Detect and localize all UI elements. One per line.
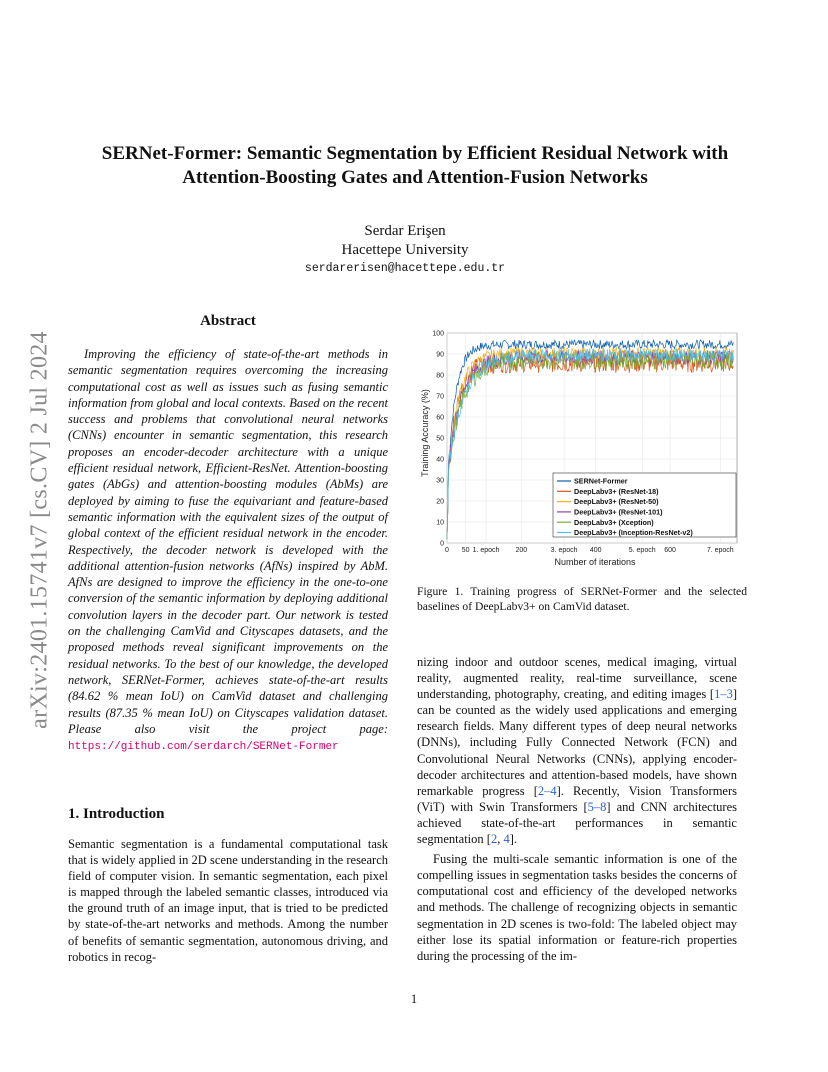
text-run: ]. Recently, Vision Transformers (ViT) with Swin Transformers [ <box>417 783 738 814</box>
figure-1 <box>417 325 747 570</box>
text-run: ] can be counted as the widely used applications and emerging research fields. Many different types of deep neural networks (DNNs), including Fully Connected Network (FCN) and Convolutional Neural Networks (CNNs), applying encoder-decoder architectures and attention-based models, have shown remarkable progress [ <box>417 687 737 798</box>
text-run: ]. <box>509 832 517 847</box>
y-tick-label: 40 <box>436 456 444 464</box>
citation-link[interactable]: 2 <box>490 832 498 847</box>
legend-label: DeepLabv3+ (ResNet-50) <box>574 497 659 507</box>
right-column-text <box>417 654 737 964</box>
x-tick-label: 200 <box>515 547 528 554</box>
paper-title <box>60 142 770 190</box>
project-link[interactable]: https://github.com/serdarch/SERNet-Former <box>68 741 339 754</box>
author-name: Serdar Erişen <box>364 223 446 239</box>
author-email[interactable]: serdarerisen@hacettepe.edu.tr <box>304 262 506 275</box>
legend-label: DeepLabv3+ (ResNet-18) <box>574 486 659 496</box>
figure-caption: Figure 1. Training progress of SERNet-Former and the selected baselines of DeepLabv3+ on CamVid dataset. <box>417 585 747 613</box>
x-tick-label: 400 <box>589 547 602 554</box>
x-tick-label: 600 <box>664 547 676 554</box>
text-run: ] and CNN architectures achieved state-of-the-art performances in semantic segmentation [ <box>417 799 737 847</box>
x-tick-label: 1. epoch <box>472 547 500 554</box>
legend-label: DeepLabv3+ (Xception) <box>574 517 654 527</box>
abstract-body: Improving the efficiency of state-of-the-art methods in semantic segmentation requires overcoming the increasing computational cost as well as issues such as fusing semantic information from global and local contexts. Based on the recent success and problems that convolutional neural networks (CNNs) encounter in semantic segmentation, this research proposes an encoder-decoder architecture with a unique efficient residual network, Efficient-ResNet. Attention-boosting gates (AbGs) and attention-boosting modules (AbMs) are deployed by aiming to fuse the equivariant and feature-based semantic information with the equivalent sizes of the output of global context of the efficient residual network in the encoder. Respectively, the decoder network is developed with the additional attention-fusion networks (AfNs) inspired by AbM. AfNs are designed to improve the efficiency in the one-to-one conversion of the semantic information by deploying additional convolution layers in the decoder part. Our network is tested on the challenging CamVid and Cityscapes datasets, and the proposed methods reveal significant improvements on the residual networks. To the best of our knowledge, the developed network, SERNet-Former, achieves state-of-the-art results (84.62 % mean IoU) on CamVid dataset and challenging results (87.35 % mean IoU) on Cityscapes validation dataset. Please also visit the project page: <box>68 347 388 736</box>
arxiv-stamp: arXiv:2401.15741v7 [cs.CV] 2 Jul 2024 <box>26 331 53 729</box>
training-accuracy-chart <box>417 325 747 570</box>
abstract-text <box>68 346 388 755</box>
right-paragraph-1 <box>417 654 737 847</box>
y-tick-label: 0 <box>440 540 444 548</box>
x-axis-label: Number of iterations <box>554 557 636 567</box>
title-line-2: Attention-Boosting Gates and Attention-Fusion Networks <box>182 167 648 188</box>
legend-label: DeepLabv3+ (Inception-ResNet-v2) <box>574 528 693 538</box>
page-number: 1 <box>410 992 418 1006</box>
text-run: nizing indoor and outdoor scenes, medical imaging, virtual reality, augmented reality, real-time surveillance, scene understanding, photography, creating, and editing images [ <box>417 655 737 702</box>
x-tick-label: 3. epoch <box>550 547 578 554</box>
y-tick-label: 90 <box>436 351 444 359</box>
title-line-1: SERNet-Former: Semantic Segmentation by Efficient Residual Network with <box>101 143 729 164</box>
citation-link[interactable]: 4 <box>503 832 510 847</box>
y-tick-label: 100 <box>432 330 444 338</box>
x-tick-label: 7. epoch <box>706 547 734 554</box>
citation-link[interactable]: 5–8 <box>587 799 607 814</box>
section-heading-introduction: 1. Introduction <box>68 806 165 822</box>
x-tick-label: 5. epoch <box>628 547 656 554</box>
legend-label: SERNet-Former <box>574 476 628 486</box>
author-block <box>60 222 750 260</box>
y-tick-label: 60 <box>436 414 444 422</box>
citation-link[interactable]: 1–3 <box>714 687 733 702</box>
chart-legend <box>553 473 736 537</box>
text-run: , <box>497 832 504 847</box>
y-axis-label: Training Accuracy (%) <box>420 389 430 477</box>
x-tick-label: 0 <box>445 547 449 554</box>
citation-link[interactable]: 2–4 <box>537 783 557 798</box>
x-tick-label: 50 <box>461 547 470 554</box>
right-paragraph-2: Fusing the multi-scale semantic information is one of the compelling issues in segmentation tasks besides the concerns of computational cost and efficiency of the developed networks and methods. The challenge of recognizing objects in semantic segmentation in 2D scenes is two-fold: The labeled object may either lose its spatial information or feature-rich properties during the processing of the im- <box>417 852 737 963</box>
y-tick-label: 10 <box>436 519 444 527</box>
y-tick-label: 50 <box>436 435 444 443</box>
abstract-heading: Abstract <box>200 313 256 329</box>
y-tick-label: 20 <box>436 498 444 506</box>
intro-paragraph: Semantic segmentation is a fundamental computational task that is widely applied in 2D scene understanding in the research field of computer vision. In semantic segmentation, each pixel is mapped through the labeled semantic classes, introduced via the ground truth of an image input, that is tried to be predicted by state-of-the-art networks and methods. Among the number of benefits of semantic segmentation, autonomous driving, and robotics in recog- <box>68 837 388 964</box>
y-tick-label: 70 <box>436 393 444 401</box>
y-tick-label: 30 <box>436 477 444 485</box>
y-tick-label: 80 <box>436 372 444 380</box>
legend-label: DeepLabv3+ (ResNet-101) <box>574 507 663 517</box>
author-affiliation: Hacettepe University <box>341 242 469 258</box>
